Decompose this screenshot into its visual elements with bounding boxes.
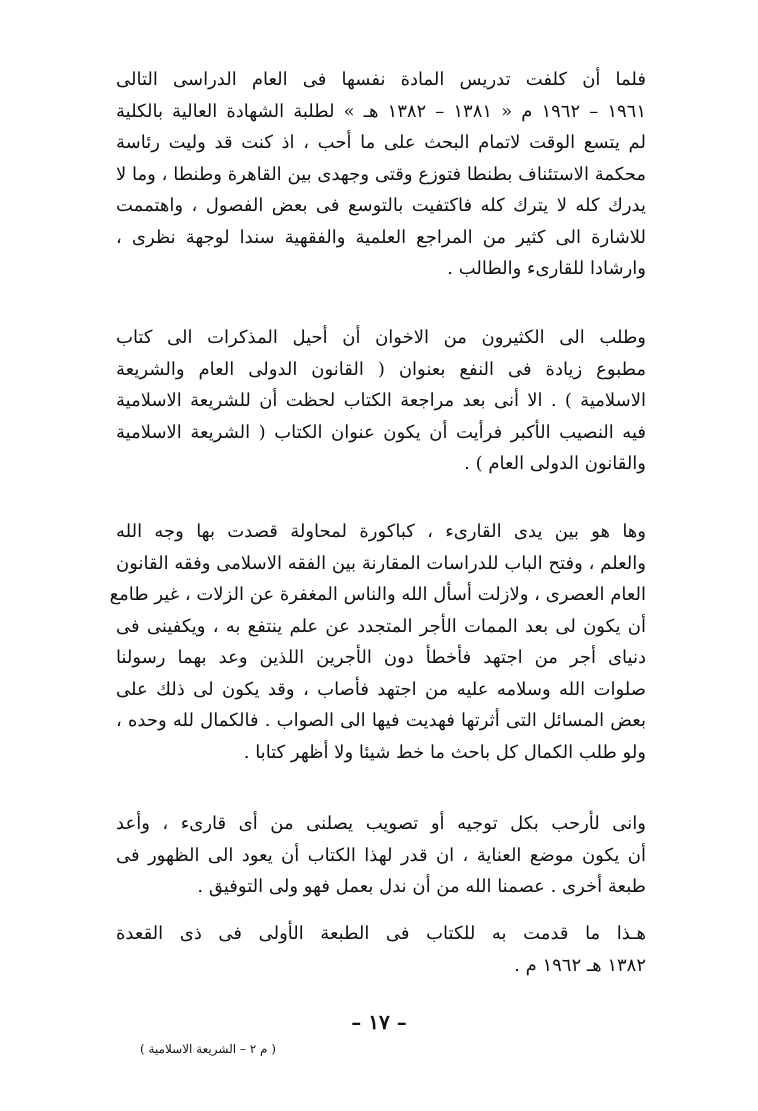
text-line: والقانون الدولى العام ) . — [464, 453, 646, 474]
text-line: هـذا ما قدمت به للكتاب فى الطبعة الأولى فى ذى القعدة — [116, 923, 646, 944]
text-line: فلما أن كلفت تدريس المادة نفسها فى العام الدراسى التالى — [116, 69, 646, 90]
paragraph-closing — [116, 918, 646, 981]
text-line: صلوات الله وسلامه عليه من اجتهد فأصاب ، وقد يكون لى ذلك على — [116, 678, 646, 700]
paragraph-preface-teaching — [116, 64, 646, 285]
text-line: الاسلامية ) . الا أنى بعد مراجعة الكتاب لحظت أن للشريعة الاسلامية — [116, 390, 646, 411]
signature-footer-note: ( م ٢ – الشريعة الاسلامية ) — [140, 1042, 276, 1056]
page-number: – ١٧ – — [351, 1010, 407, 1034]
text-line: فيه النصيب الأكبر فرأيت أن يكون عنوان الكتاب ( الشريعة الاسلامية — [116, 421, 646, 443]
text-line: وها هو بين يدى القارىء ، كباكورة لمحاولة قصدت بها وجه الله — [116, 521, 646, 542]
text-line: طبعة أخرى . عصمنا الله من أن ندل بعمل فهو ولى التوفيق . — [197, 876, 646, 897]
text-line: العام العصرى ، ولازلت أسأل الله والناس المغفرة عن الزلات ، غير طامع — [109, 584, 646, 605]
text-line: لم يتسع الوقت لاتمام البحث على ما أحب ، اذ كنت قد وليت رئاسة — [116, 132, 646, 153]
text-line: ١٩٦١ – ١٩٦٢ م « ١٣٨١ – ١٣٨٢ هـ » لطلبة الشهادة العالية بالكلية — [116, 100, 646, 122]
paragraph-first-attempt — [109, 516, 646, 768]
text-line: يدرك كله لا يترك كله فاكتفيت بالتوسع فى بعض الفصول ، واهتممت — [116, 195, 646, 216]
text-line: أن يكون لى بعد الممات الأجر المتجدد عن علم ينتفع به ، ويكفينى فى — [116, 615, 646, 637]
text-line: ولو طلب الكمال كل باحث ما خط شيئا ولا أظهر كتابا . — [243, 741, 646, 763]
text-line: والعلم ، وفتح الباب للدراسات المقارنة بين الفقه الاسلامى وفقه القانون — [116, 552, 646, 574]
paragraph-book-title — [116, 322, 646, 480]
text-line: للاشارة الى كثير من المراجع العلمية والفقهية سندا لوجهة نظرى ، — [116, 226, 646, 248]
text-line: مطبوع زيادة فى النفع بعنوان ( القانون الدولى العام والشريعة — [116, 358, 646, 380]
text-line: محكمة الاستئناف بطنطا فتوزع وقتى وجهدى بين القاهرة وطنطا ، وما لا — [116, 163, 646, 185]
paragraph-feedback — [116, 808, 646, 903]
text-line: ١٣٨٢ هـ ١٩٦٢ م . — [514, 954, 646, 976]
text-line: وانى لأرحب بكل توجيه أو تصويب يصلنى من أى قارىء ، وأعد — [116, 813, 646, 834]
text-line: دنياى أجر من اجتهد فأخطأ دون الأجرين اللذين وعد بهما رسولنا — [116, 647, 646, 668]
text-line: وطلب الى الكثيرون من الاخوان أن أحيل المذكرات الى كتاب — [116, 327, 646, 348]
text-line: أن يكون موضع العناية ، ان قدر لهذا الكتاب أن يعود الى الظهور فى — [116, 844, 646, 866]
text-line: وارشادا للقارىء والطالب . — [447, 258, 646, 279]
text-line: بعض المسائل التى أثرتها فهديت فيها الى الصواب . فالكمال لله وحده ، — [116, 710, 646, 731]
